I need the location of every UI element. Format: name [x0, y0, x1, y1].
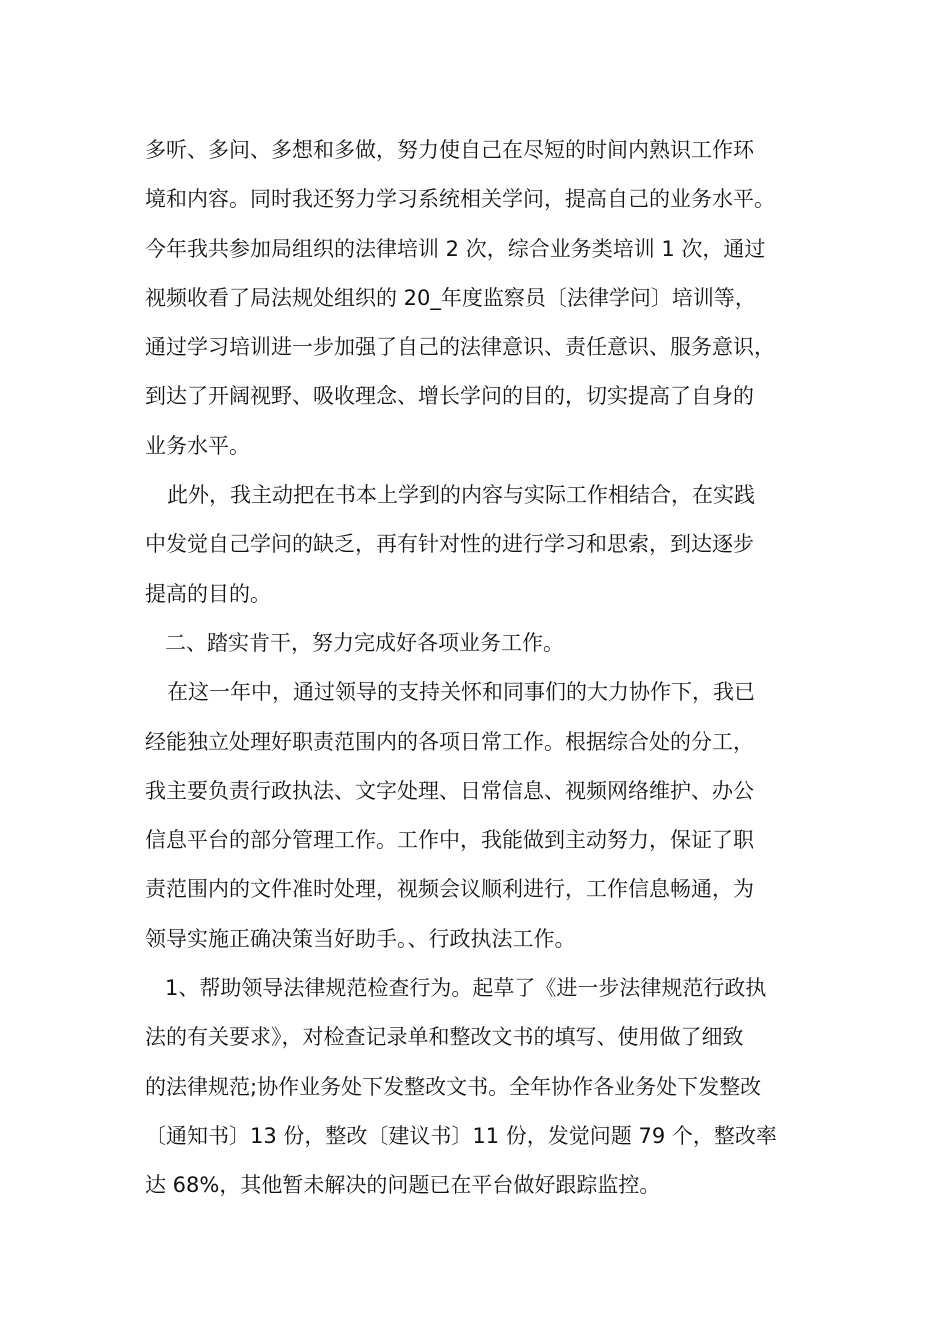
- text-line: 中发觉自己学问的缺乏，再有针对性的进行学习和思索，到达逐步: [145, 532, 754, 557]
- paragraph-first-line: 此外，我主动把在书本上学到的内容与实际工作相结合，在实践: [167, 483, 755, 508]
- list-item-first-line: 1、帮助领导法律规范检查行为。起草了《进一步法律规范行政执: [165, 976, 767, 1001]
- text-line: 的法律规范;协作业务处下发整改文书。全年协作各业务处下发整改: [145, 1074, 762, 1099]
- text-line: 境和内容。同时我还努力学习系统相关学问，提高自己的业务水平。: [145, 187, 775, 212]
- text-line: 经能独立处理好职责范围内的各项日常工作。根据综合处的分工，: [145, 729, 754, 754]
- text-line: 到达了开阔视野、吸收理念、增长学问的目的，切实提高了自身的: [145, 384, 754, 409]
- paragraph-first-line: 在这一年中，通过领导的支持关怀和同事们的大力协作下，我已: [167, 680, 755, 705]
- text-line: 达 68%，其他暂未解决的问题已在平台做好跟踪监控。: [145, 1173, 661, 1198]
- text-line: 信息平台的部分管理工作。工作中，我能做到主动努力，保证了职: [145, 828, 754, 853]
- text-line: 今年我共参加局组织的法律培训 2 次，综合业务类培训 1 次，通过: [145, 236, 766, 261]
- text-line: 视频收看了局法规处组织的 20_年度监察员〔法律学问〕培训等，: [145, 285, 756, 310]
- text-line: 提高的目的。: [145, 581, 271, 606]
- text-line: 业务水平。: [145, 433, 250, 458]
- text-line: 〔通知书〕13 份，整改〔建议书〕11 份，发觉问题 79 个，整改率: [145, 1123, 777, 1148]
- text-line: 领导实施正确决策当好助手。、行政执法工作。: [145, 926, 576, 951]
- text-line: 责范围内的文件准时处理，视频会议顺利进行，工作信息畅通，为: [145, 877, 754, 902]
- text-line: 通过学习培训进一步加强了自己的法律意识、责任意识、服务意识，: [145, 335, 775, 360]
- body-text: [145, 126, 835, 1211]
- text-line: 多听、多问、多想和多做，努力使自己在尽短的时间内熟识工作环: [145, 138, 754, 162]
- text-line: 法的有关要求》，对检查记录单和整改文书的填写、使用做了细致: [145, 1025, 744, 1050]
- text-line: 我主要负责行政执法、文字处理、日常信息、视频网络维护、办公: [145, 778, 754, 803]
- section-heading: 二、踏实肯干，努力完成好各项业务工作。: [165, 630, 564, 655]
